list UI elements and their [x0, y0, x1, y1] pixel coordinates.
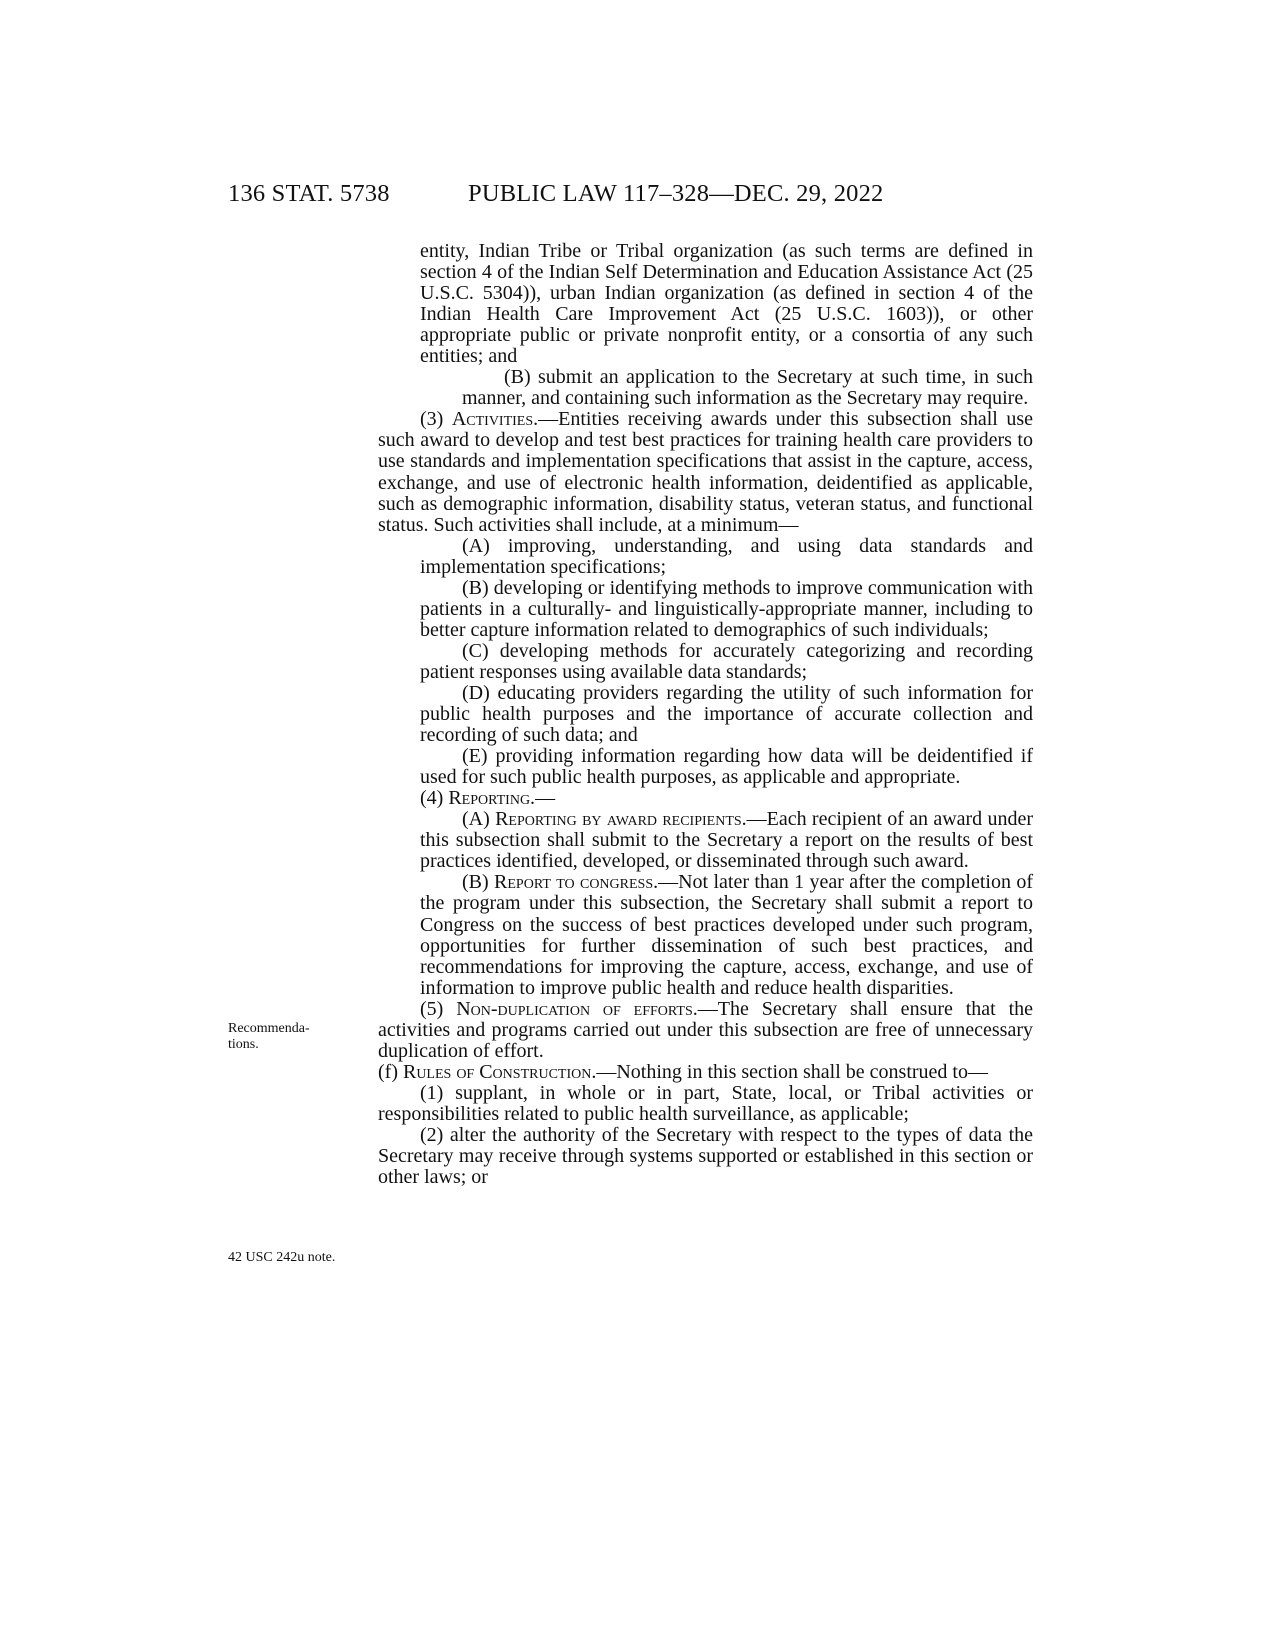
paragraph-5 — [378, 999, 1033, 1062]
paragraph-4-number: (4) — [420, 787, 444, 810]
paragraph-5-heading: Non-duplication of efforts. — [456, 997, 698, 1020]
paragraph-3-heading: Activities. — [451, 408, 539, 431]
paragraph-3c: (C) developing methods for accurately categorizing and recording patient responses using available data standards; — [420, 639, 1033, 683]
paragraph-4a-heading: Reporting by award recipients. — [495, 808, 747, 831]
paragraph-3d: (D) educating providers regarding the utility of such information for public health purposes and the importance of accurate collection and recording of such data; and — [420, 681, 1033, 747]
paragraph-3e: (E) providing information regarding how data will be deidentified if used for such public health purposes, as applicable and appropriate. — [420, 745, 1033, 789]
paragraph-4 — [378, 788, 1033, 809]
page-number: 136 STAT. 5738 — [228, 180, 390, 207]
paragraph-2b: (B) submit an application to the Secretary at such time, in such manner, and containing such information as the Secretary may require. — [462, 366, 1033, 410]
statute-body — [378, 241, 1033, 1188]
paragraph-3b: (B) developing or identifying methods to improve communication with patients in a culturally- and linguistically-appropriate manner, including to better capture information related to demographics of such individuals; — [420, 576, 1033, 641]
paragraph-5-text: —The Secretary shall ensure that the activities and programs carried out under this subsection are free of unnecessary duplication of effort. — [378, 997, 1034, 1062]
paragraph-4b — [378, 872, 1033, 998]
paragraph-continuation: entity, Indian Tribe or Tribal organization (as such terms are defined in section 4 of the Indian Self Determination and Education Assistance Act (25 U.S.C. 5304)), urban Indian organization (as defined in section 4 of the Indian Health Care Improvement Act (25 U.S.C. 1603)), or other appropriate public or private nonprofit entity, or a consortia of any such entities; and — [420, 240, 1033, 368]
subsection-f-text: —Nothing in this section shall be construed to— — [596, 1060, 988, 1083]
paragraph-4a-number: (A) — [462, 808, 490, 831]
paragraph-4b-text: —Not later than 1 year after the completion of the program under this subsection, the Secretary shall submit a report to Congress on the success of best practices developed under such program, opportunities for further dissemination of such best practices, and recommendations for improving the capture, access, exchange, and use of information to improve public health and reduce health disparities. — [420, 871, 1033, 999]
paragraph-3-text: —Entities receiving awards under this subsection shall use such award to develop and test best practices for training health care providers to use standards and implementation specifications that assist in the capture, access, exchange, and use of electronic health information, deidentified as applicable, such as demographic information, disability status, veteran status, and functional status. Such activities shall include, at a minimum— — [378, 408, 1034, 536]
paragraph-4-text: — — [535, 787, 556, 810]
paragraph-3-number: (3) — [420, 408, 444, 431]
paragraph-3 — [378, 409, 1033, 535]
paragraph-4a-text: —Each recipient of an award under this subsection shall submit to the Secretary a report on the results of best practices identified, developed, or disseminated through such award. — [420, 808, 1034, 873]
paragraph-f2: (2) alter the authority of the Secretary with respect to the types of data the Secretary may receive through systems supported or established in this section or other laws; or — [378, 1123, 1033, 1189]
paragraph-3a: (A) improving, understanding, and using data standards and implementation specifications; — [420, 534, 1033, 578]
margin-note-usc-citation: 42 USC 242u note. — [228, 1250, 336, 1265]
paragraph-5-number: (5) — [420, 997, 444, 1020]
subsection-f-number: (f) — [378, 1060, 398, 1083]
paragraph-4b-number: (B) — [462, 871, 489, 894]
subsection-f-heading: Rules of Construction. — [402, 1060, 597, 1083]
subsection-f — [336, 1062, 1033, 1083]
paragraph-4b-heading: Report to congress. — [494, 871, 659, 894]
paragraph-4-heading: Reporting. — [448, 787, 536, 810]
margin-note-recommendations: Recommenda-tions. — [228, 1021, 310, 1052]
paragraph-4a — [378, 809, 1033, 872]
running-header-law-title: PUBLIC LAW 117–328—DEC. 29, 2022 — [468, 180, 884, 207]
paragraph-f1: (1) supplant, in whole or in part, State, local, or Tribal activities or responsibilities related to public health surveillance, as applicable; — [378, 1081, 1033, 1125]
